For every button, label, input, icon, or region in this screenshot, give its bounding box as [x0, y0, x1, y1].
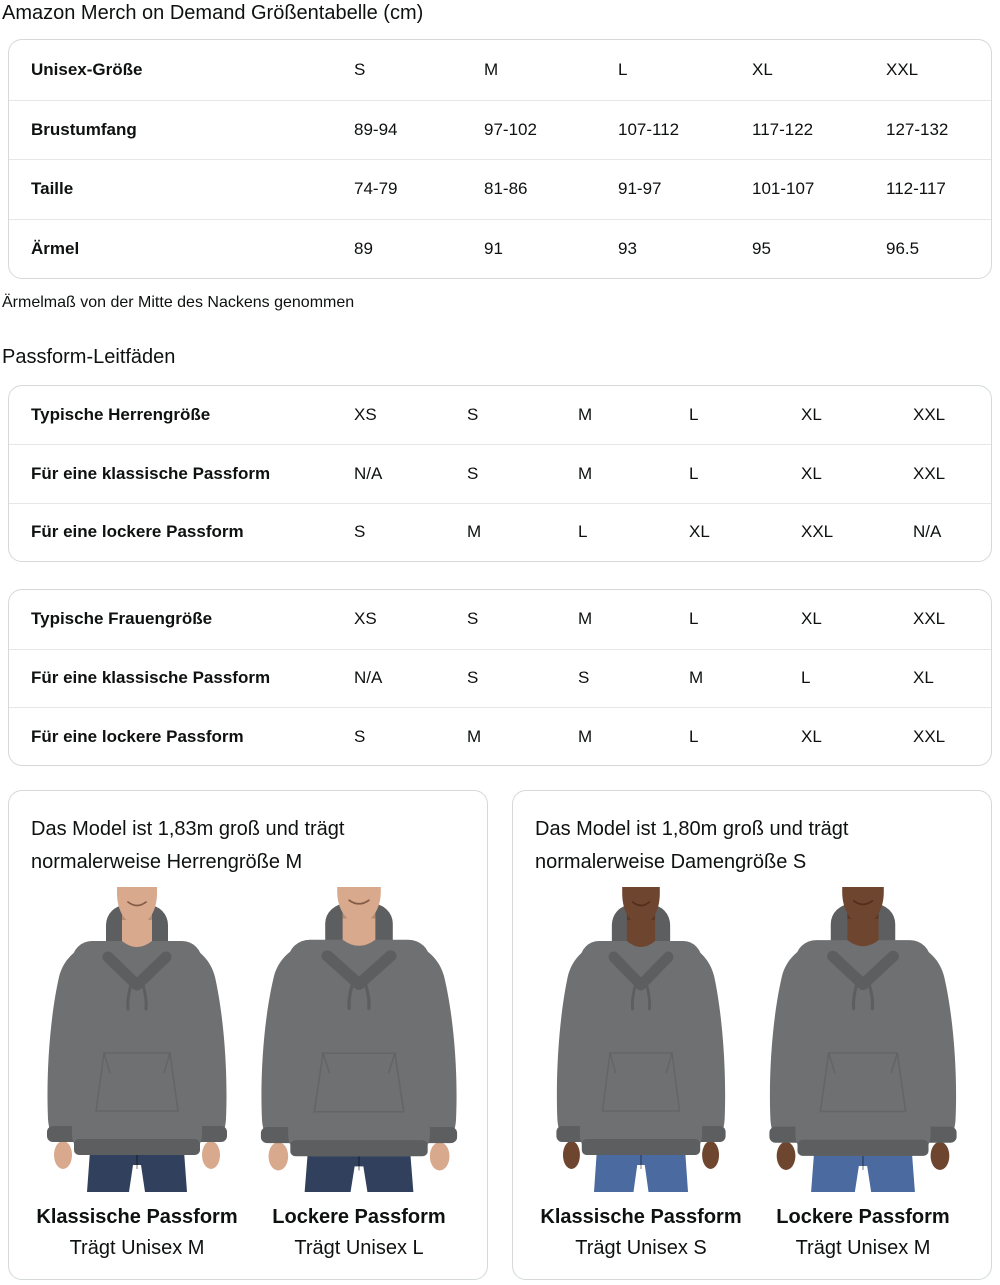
cell-value: XL: [801, 609, 822, 629]
cell-value: 81-86: [484, 179, 528, 199]
row-label: Für eine lockere Passform: [31, 522, 244, 542]
model-description: Das Model ist 1,80m groß und trägt normalerweise Damengröße S: [535, 818, 849, 874]
table-row-classic-fit: [9, 444, 991, 502]
fit-type-label: Lockere Passform: [776, 1206, 950, 1229]
table-row-waist: [9, 159, 991, 219]
cell-value: S: [578, 668, 590, 688]
model-figures-row: [31, 887, 465, 1261]
cell-value: L: [689, 405, 699, 425]
model-card-men: [8, 790, 488, 1280]
cell-value: XS: [354, 405, 377, 425]
table-row-typical-womens-size: [9, 590, 991, 648]
cell-value: XXL: [801, 522, 834, 542]
row-label: Für eine lockere Passform: [31, 726, 244, 746]
unisex-size-table: [8, 39, 992, 279]
cell-value: M: [578, 726, 593, 746]
cell-value: XL: [913, 668, 934, 688]
cell-value: XL: [801, 405, 822, 425]
cell-value: M: [578, 464, 593, 484]
cell-value: 89: [354, 238, 373, 258]
cell-value: 127-132: [886, 119, 949, 139]
size-column-m: M: [484, 59, 499, 79]
model-photo-women-loose: [758, 887, 968, 1192]
cell-value: S: [467, 609, 479, 629]
cell-value: XXL: [913, 609, 946, 629]
row-label: Typische Herrengröße: [31, 405, 211, 425]
cell-value: S: [467, 464, 479, 484]
model-card-women: [512, 790, 992, 1280]
cell-value: 117-122: [752, 119, 814, 139]
cell-value: 89-94: [354, 119, 398, 139]
size-column-s: S: [354, 59, 366, 79]
cell-value: 101-107: [752, 179, 815, 199]
cell-value: L: [689, 726, 699, 746]
cell-value: 95: [752, 238, 771, 258]
cell-value: 97-102: [484, 119, 537, 139]
cell-value: S: [467, 405, 479, 425]
size-column-l: L: [618, 59, 628, 79]
cell-value: XXL: [913, 464, 946, 484]
cell-value: S: [354, 522, 366, 542]
cell-value: M: [467, 522, 482, 542]
model-figures-row: [535, 887, 969, 1261]
row-label: Ärmel: [31, 238, 80, 258]
figure-classic-fit: [31, 887, 243, 1261]
figure-loose-fit: [757, 887, 969, 1261]
cell-value: XS: [354, 609, 377, 629]
cell-value: 96.5: [886, 238, 920, 258]
model-cards-row: [8, 790, 992, 1280]
figure-classic-fit: [535, 887, 747, 1261]
row-label: Für eine klassische Passform: [31, 464, 271, 484]
table-row-sleeve: [9, 219, 991, 279]
cell-value: L: [689, 609, 699, 629]
cell-value: XXL: [913, 726, 946, 746]
cell-value: M: [467, 726, 482, 746]
cell-value: XXL: [913, 405, 946, 425]
cell-value: L: [689, 464, 699, 484]
cell-value: 91: [484, 238, 503, 258]
cell-value: M: [689, 668, 704, 688]
cell-value: XL: [689, 522, 710, 542]
fit-table-women: [8, 589, 992, 766]
table-row-chest: [9, 100, 991, 160]
cell-value: N/A: [354, 668, 383, 688]
table-row-classic-fit: [9, 649, 991, 707]
fit-table-men: [8, 385, 992, 562]
cell-value: N/A: [913, 522, 942, 542]
table-row-loose-fit: [9, 707, 991, 765]
size-table-header-label: Unisex-Größe: [31, 59, 143, 79]
row-label: Für eine klassische Passform: [31, 668, 271, 688]
cell-value: 91-97: [618, 179, 662, 199]
table-row-loose-fit: [9, 503, 991, 561]
model-photo-men-classic: [32, 887, 242, 1192]
fit-type-label: Klassische Passform: [540, 1206, 742, 1229]
page-title: Amazon Merch on Demand Größentabelle (cm): [2, 2, 424, 24]
sleeve-measure-note: Ärmelmaß von der Mitte des Nackens genommen: [2, 294, 355, 311]
fit-type-label: Lockere Passform: [272, 1206, 446, 1229]
fit-guides-section-title: Passform-Leitfäden: [2, 346, 176, 368]
worn-size-label: Trägt Unisex S: [575, 1237, 707, 1260]
cell-value: 107-112: [618, 119, 680, 139]
worn-size-label: Trägt Unisex L: [294, 1237, 424, 1260]
size-column-xl: XL: [752, 59, 773, 79]
worn-size-label: Trägt Unisex M: [69, 1237, 205, 1260]
cell-value: L: [578, 522, 588, 542]
figure-loose-fit: [253, 887, 465, 1261]
cell-value: 74-79: [354, 179, 398, 199]
worn-size-label: Trägt Unisex M: [795, 1237, 931, 1260]
model-description: Das Model ist 1,83m groß und trägt normalerweise Herrengröße M: [31, 818, 345, 874]
size-table-header-row: [9, 40, 991, 100]
cell-value: XL: [801, 726, 822, 746]
cell-value: XL: [801, 464, 822, 484]
cell-value: 93: [618, 238, 637, 258]
fit-type-label: Klassische Passform: [36, 1206, 238, 1229]
cell-value: 112-117: [886, 179, 946, 199]
cell-value: S: [467, 668, 479, 688]
model-photo-women-classic: [536, 887, 746, 1192]
cell-value: M: [578, 609, 593, 629]
model-photo-men-loose: [254, 887, 464, 1192]
row-label: Brustumfang: [31, 119, 137, 139]
size-column-xxl: XXL: [886, 59, 919, 79]
cell-value: M: [578, 405, 593, 425]
cell-value: L: [801, 668, 811, 688]
row-label: Taille: [31, 179, 74, 199]
cell-value: S: [354, 726, 366, 746]
table-row-typical-mens-size: [9, 386, 991, 444]
row-label: Typische Frauengröße: [31, 609, 213, 629]
cell-value: N/A: [354, 464, 383, 484]
